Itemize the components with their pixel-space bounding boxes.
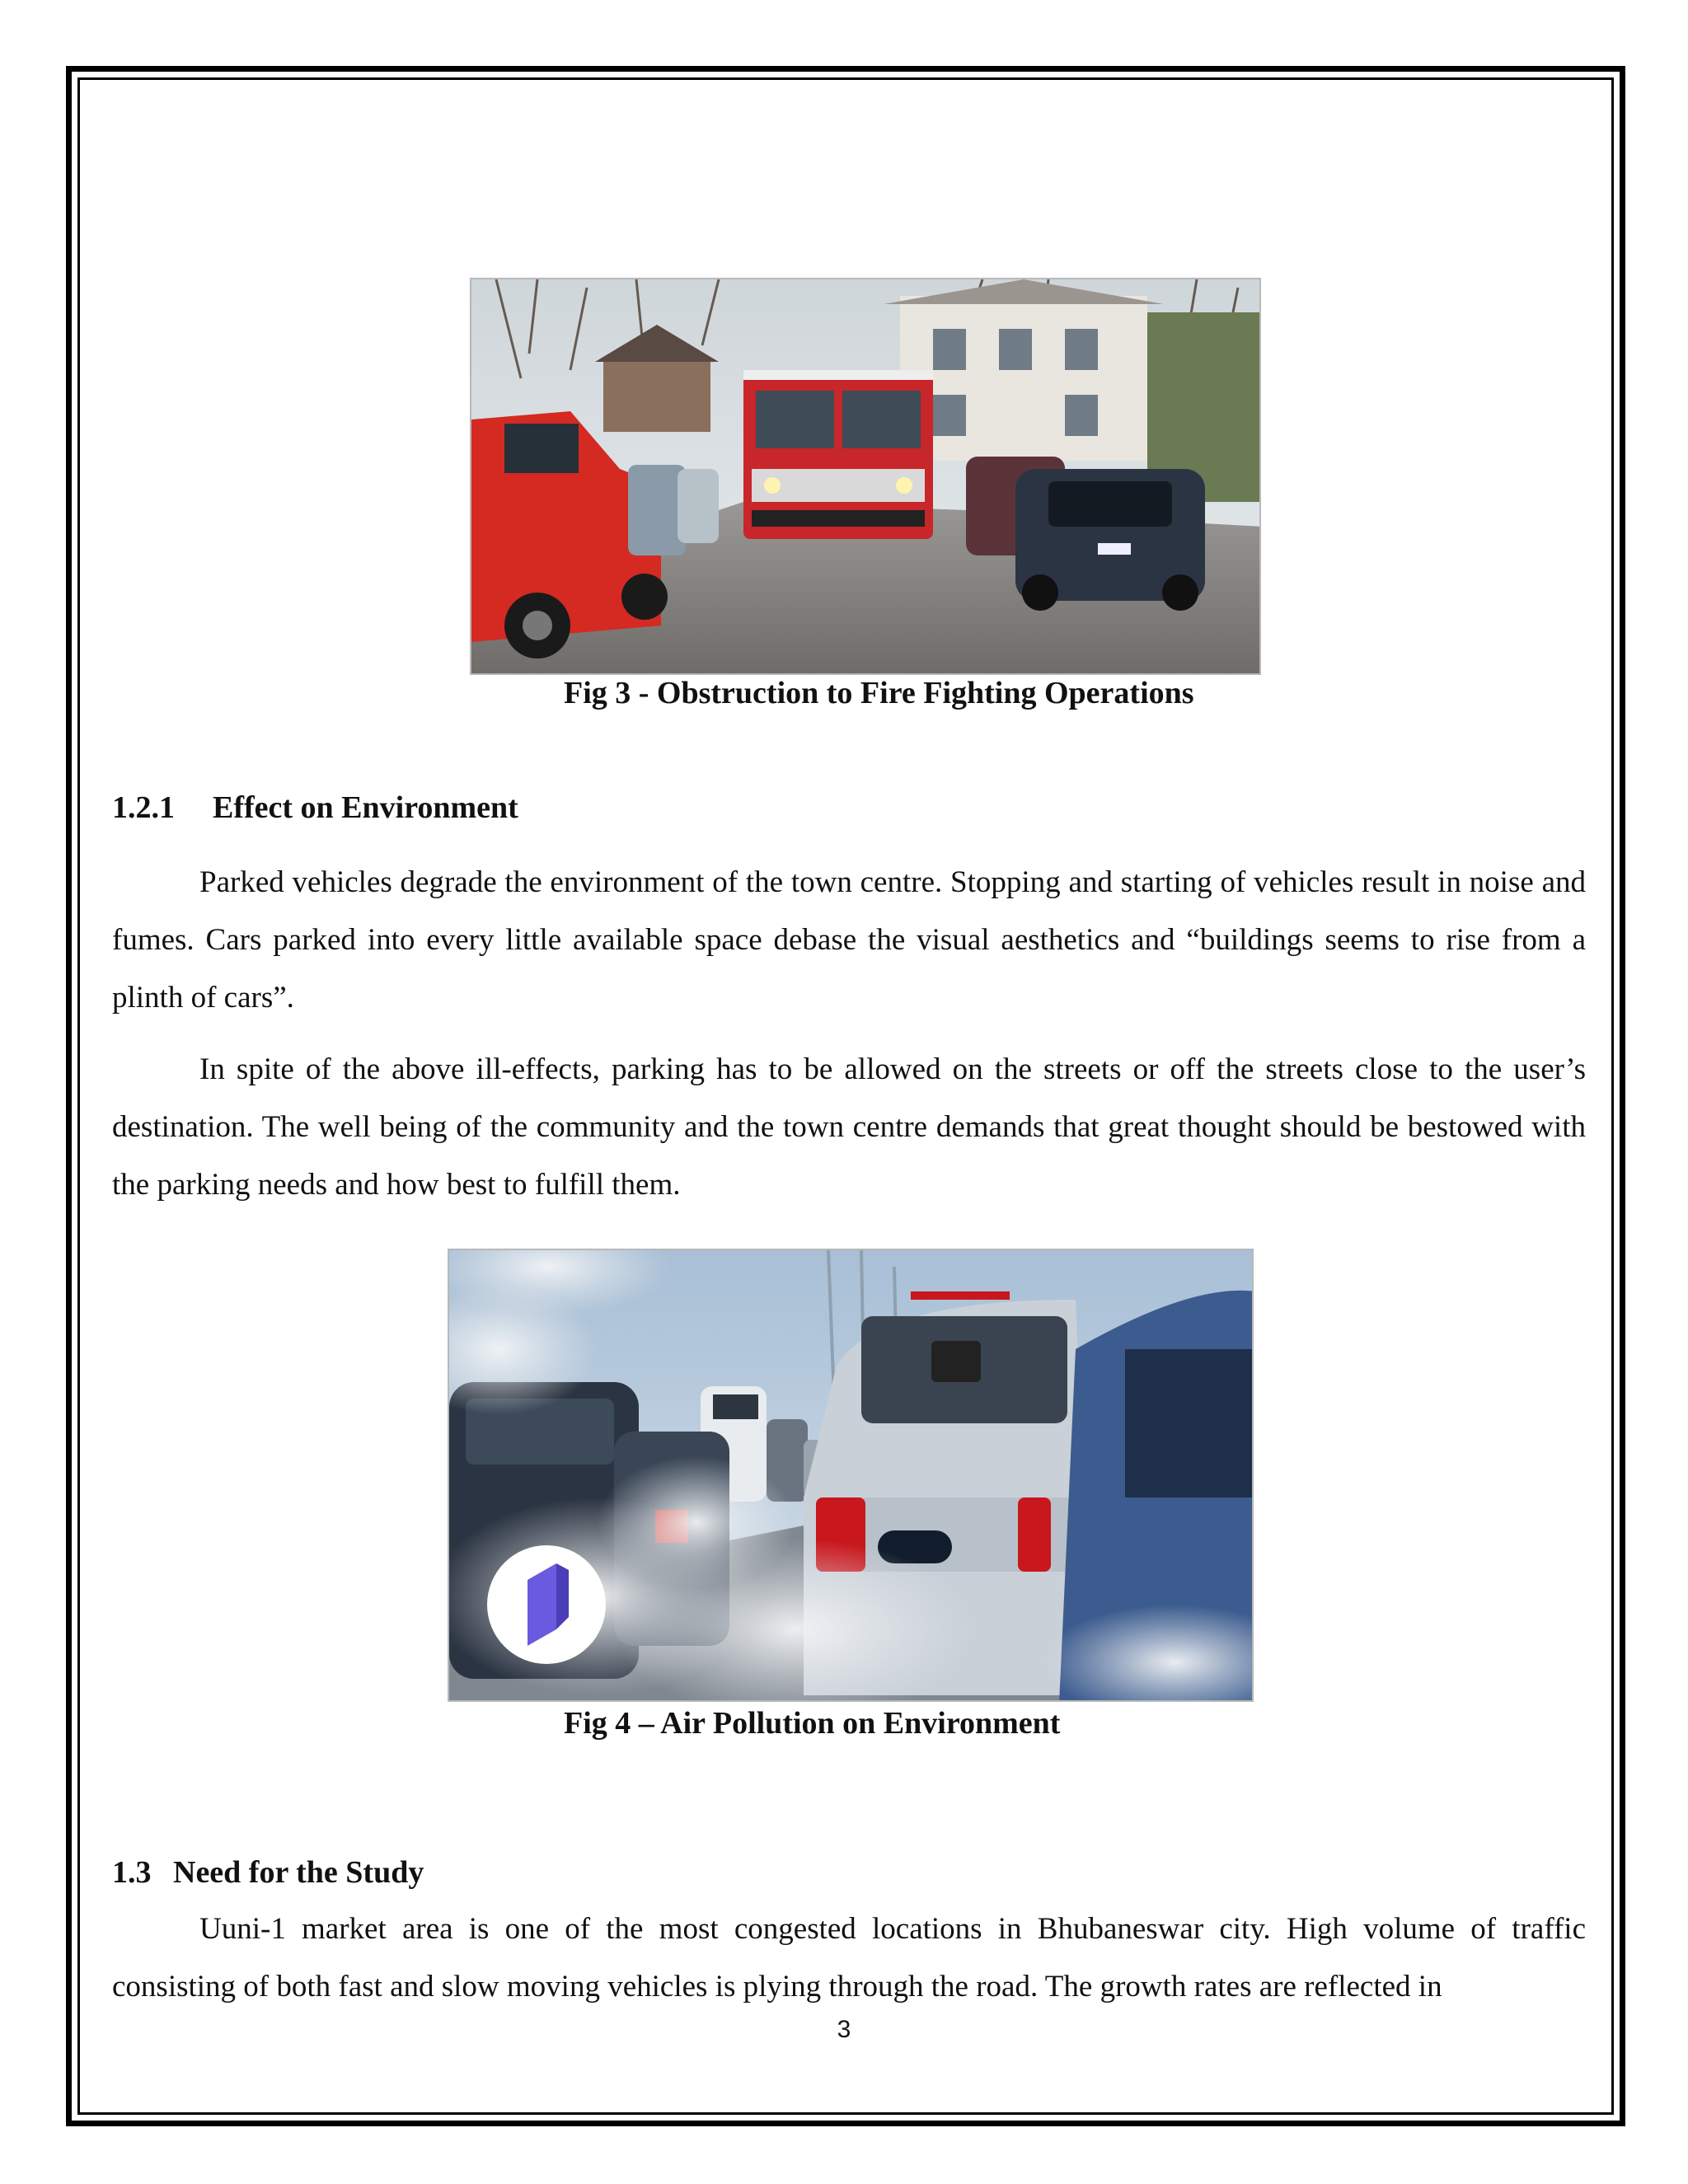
paragraph-need-for-study: Uuni-1 market area is one of the most congested locations in Bhubaneswar city. High volume of traffic consisting of both fast and slow moving vehicles is plying through the road. The growth rates are reflected in xyxy=(112,1912,1586,2004)
figure-4-caption: Fig 4 – Air Pollution on Environment xyxy=(564,1706,1061,1741)
figure-fire-truck-photo xyxy=(470,278,1261,675)
section-1-2-1-number: 1.2.1 xyxy=(112,790,175,825)
section-1-2-1-title: Effect on Environment xyxy=(213,790,518,825)
page-number: 3 xyxy=(837,2016,851,2043)
figure-air-pollution-photo xyxy=(448,1249,1254,1702)
paragraph-in-spite: In spite of the above ill-effects, parking has to be allowed on the streets or off the streets close to the user’s destination. The well being of the community and the town centre demands that great thought should be bestowed with the parking needs and how best to fulfill them. xyxy=(112,1052,1586,1202)
paragraph-parked-vehicles: Parked vehicles degrade the environment of the town centre. Stopping and starting of vehicles result in noise and fumes. Cars parked into every little available space debase the visual aesthetics and “buildings seems to rise from a plinth of cars”. xyxy=(112,865,1586,1015)
section-1-3-title: Need for the Study xyxy=(173,1855,424,1890)
figure-3-caption: Fig 3 - Obstruction to Fire Fighting Operations xyxy=(564,676,1194,710)
section-1-3-number: 1.3 xyxy=(112,1855,152,1890)
